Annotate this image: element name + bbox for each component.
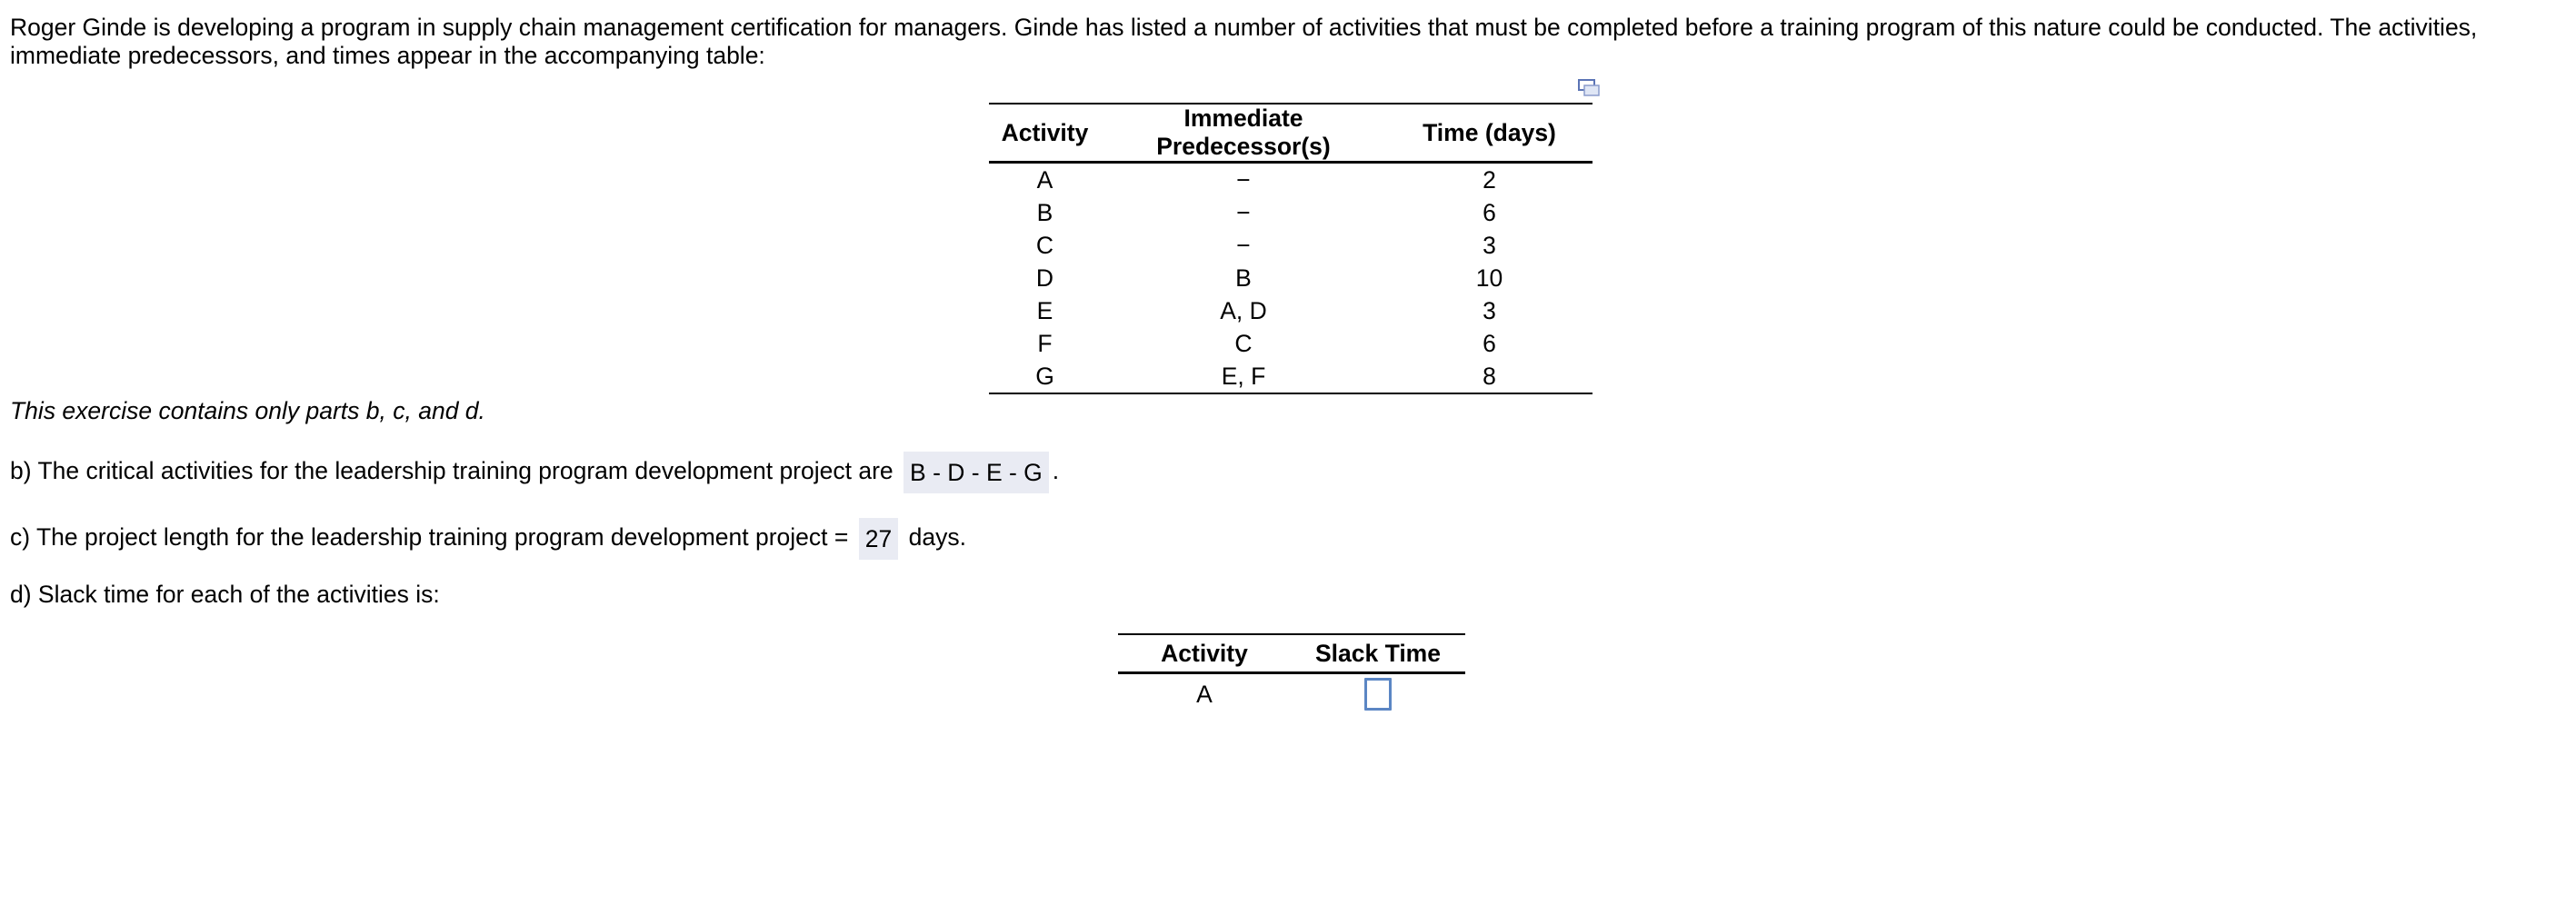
header-activity: Activity bbox=[1118, 634, 1291, 673]
table-row bbox=[989, 360, 1593, 393]
slack-time-input-a[interactable] bbox=[1364, 678, 1392, 711]
header-activity: Activity bbox=[989, 104, 1101, 163]
part-c-question bbox=[10, 518, 966, 560]
activity-cell: D bbox=[1035, 264, 1054, 292]
predecessor-cell: A, D bbox=[1220, 296, 1267, 324]
predecessor-cell: − bbox=[1236, 198, 1251, 226]
part-c-prefix: c) The project length for the leadership training program development project = bbox=[10, 523, 849, 551]
header-immediate-predecessors: Immediate Predecessor(s) bbox=[1101, 104, 1386, 163]
slack-activity-cell: A bbox=[1196, 680, 1213, 708]
project-length-answer[interactable]: 27 bbox=[859, 518, 898, 560]
problem-intro: Roger Ginde is developing a program in supply chain management certification for managers. Ginde has listed a number of activities that must be completed before a training program of this nature could be conducted. The activities, immediate predecessors, and times appear in the accompanying table: bbox=[10, 14, 2478, 69]
part-b-suffix: . bbox=[1052, 457, 1060, 484]
table-row bbox=[1118, 673, 1465, 715]
time-cell: 3 bbox=[1483, 296, 1496, 324]
exercise-note: This exercise contains only parts b, c, and d. bbox=[10, 397, 485, 424]
predecessor-cell: B bbox=[1235, 264, 1252, 292]
activity-cell: A bbox=[1036, 165, 1053, 194]
predecessor-cell: − bbox=[1236, 231, 1251, 259]
activity-cell: C bbox=[1035, 231, 1054, 259]
slack-time-table bbox=[1118, 633, 1465, 714]
activity-cell: F bbox=[1037, 329, 1053, 357]
activity-cell: G bbox=[989, 360, 1101, 393]
table-row bbox=[989, 262, 1593, 294]
time-cell: 6 bbox=[1483, 198, 1496, 226]
time-cell: 10 bbox=[1475, 264, 1503, 292]
header-time-days: Time (days) bbox=[1386, 104, 1593, 163]
table-row bbox=[989, 163, 1593, 197]
table-row bbox=[989, 294, 1593, 327]
time-cell: 3 bbox=[1483, 231, 1496, 259]
time-cell: 8 bbox=[1386, 360, 1593, 393]
time-cell: 6 bbox=[1483, 329, 1496, 357]
part-b-prefix: b) The critical activities for the leadership training program development project are bbox=[10, 457, 894, 484]
predecessor-cell: C bbox=[1234, 329, 1253, 357]
activity-cell: B bbox=[1036, 198, 1053, 226]
part-d-question: d) Slack time for each of the activities is: bbox=[10, 581, 440, 608]
header-slack-time: Slack Time bbox=[1291, 634, 1465, 673]
part-c-suffix: days. bbox=[908, 523, 966, 551]
table-row bbox=[989, 196, 1593, 229]
copy-table-icon[interactable] bbox=[1577, 78, 1601, 98]
critical-path-answer[interactable]: B - D - E - G bbox=[904, 452, 1049, 493]
activity-cell: E bbox=[1036, 296, 1053, 324]
part-b-question bbox=[10, 452, 1059, 493]
table-row bbox=[989, 229, 1593, 262]
predecessor-cell: − bbox=[1236, 165, 1251, 194]
time-cell: 2 bbox=[1483, 165, 1496, 194]
slack-input-cell bbox=[1291, 673, 1465, 715]
table-row bbox=[989, 327, 1593, 360]
predecessor-cell: E, F bbox=[1101, 360, 1386, 393]
activity-table bbox=[989, 103, 1593, 394]
